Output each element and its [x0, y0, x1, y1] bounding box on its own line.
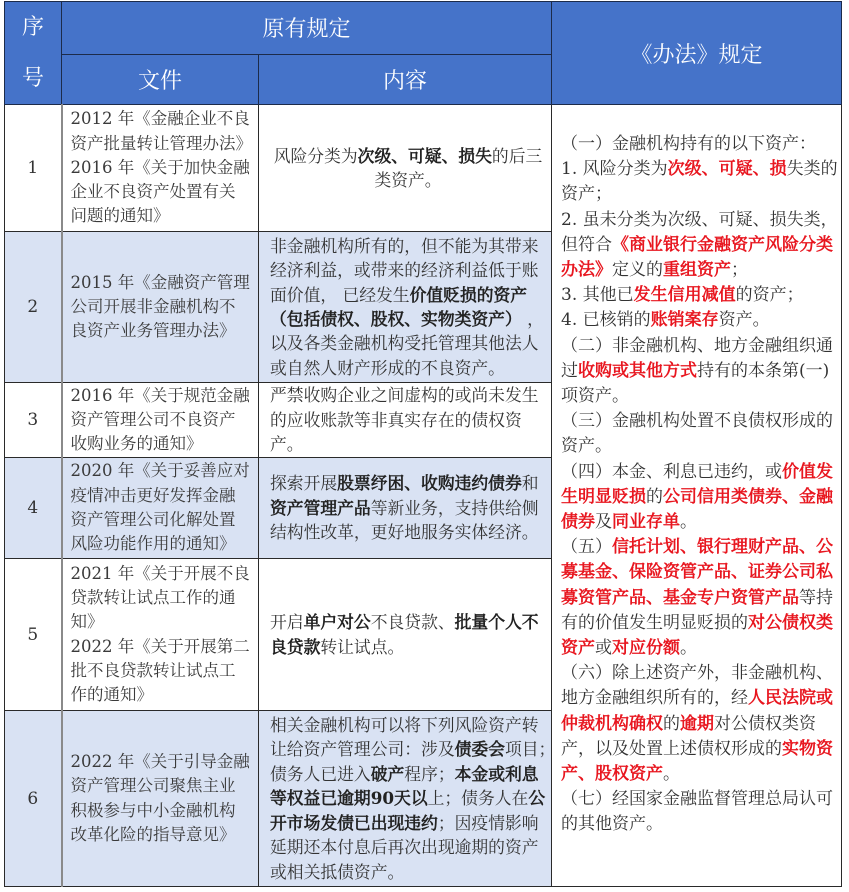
text-segment: 等新业务，支持供给侧: [370, 497, 539, 518]
text-line: [270, 383, 545, 407]
bold-emphasis-text: 次级、可疑、损失: [357, 145, 492, 166]
text-segment: 相关金融机构可以将下列风险资产转: [270, 715, 539, 736]
text-segment: 。: [680, 638, 698, 659]
red-emphasis-text: 同业存单: [612, 512, 681, 533]
text-line: [270, 258, 545, 282]
text-segment: 3. 其他已: [561, 285, 634, 306]
text-segment: 结构性改革，更好地服务实体经济。: [270, 522, 539, 543]
text-segment: 失类的: [786, 159, 838, 180]
text-line: [561, 359, 835, 384]
text-line: [267, 168, 549, 192]
red-emphasis-text: 实物资: [782, 738, 834, 759]
text-segment: 有的价值发生明显贬损的: [561, 612, 749, 633]
text-line: [561, 812, 835, 837]
text-line: [71, 659, 255, 683]
red-emphasis-text: 账销案存: [650, 310, 719, 331]
text-segment: 改革化险的指导意见》: [70, 824, 236, 844]
row-number: 5: [5, 559, 62, 711]
source-document: [62, 711, 259, 887]
red-emphasis-text: 资产: [561, 638, 596, 659]
text-segment: 项目；: [504, 739, 556, 760]
text-line: [561, 283, 835, 308]
text-line: [270, 307, 545, 331]
text-line: [71, 774, 255, 798]
text-segment: 的应收账款等非真实存在的债权资: [270, 409, 522, 430]
text-segment: 项资产。: [561, 386, 630, 407]
source-document: [62, 458, 259, 559]
text-segment: 2015 年《金融资产管理: [70, 272, 250, 292]
header-original-provisions: 原有规定: [62, 2, 552, 55]
text-segment: 程序；: [404, 763, 455, 784]
text-line: [71, 750, 255, 774]
text-line: [270, 762, 545, 786]
text-line: [71, 180, 255, 204]
red-emphasis-text: 信托计划、银行理财产品、公: [612, 537, 834, 558]
text-line: [561, 409, 835, 434]
bold-emphasis-text: 资产管理产品: [270, 497, 371, 518]
text-line: [270, 356, 545, 380]
text-line: [71, 384, 255, 408]
text-line: [561, 334, 835, 359]
text-line: [270, 283, 545, 307]
text-segment: 等持: [799, 587, 834, 608]
text-segment: 1. 风险分类为: [561, 159, 668, 180]
text-line: [561, 686, 835, 711]
text-line: [561, 737, 835, 762]
text-line: [270, 635, 545, 659]
red-emphasis-text: 生明显贬损: [561, 486, 647, 507]
bold-emphasis-text: （包括债权、股权、实物类资产）: [270, 309, 522, 329]
text-segment: 和: [521, 473, 539, 494]
bold-emphasis-text: 批量个人不: [454, 612, 539, 633]
text-line: [71, 586, 255, 610]
provisions-comparison-table: [4, 1, 842, 887]
text-segment: 4. 已核销的: [561, 310, 651, 331]
text-line: [270, 331, 545, 355]
text-line: [270, 520, 545, 544]
row-number: 2: [5, 232, 62, 383]
text-line: [561, 636, 835, 661]
red-emphasis-text: 收购或其他方式: [578, 360, 698, 381]
text-segment: 知》: [70, 612, 104, 632]
text-segment: 类资产。: [374, 170, 442, 190]
header-measures-provisions: 《办法》规定: [552, 2, 842, 105]
bold-emphasis-text: 公: [528, 788, 546, 809]
source-document: [62, 383, 259, 458]
bold-emphasis-text: 开市场发债已出现违约: [270, 812, 438, 833]
text-segment: 资产；: [561, 184, 613, 205]
text-segment: 资产批量转让管理办法》: [70, 133, 252, 153]
bold-emphasis-text: 单户对公: [303, 612, 371, 633]
text-segment: 积极参与中小金融机构: [70, 800, 236, 820]
text-segment: 转让试点。: [320, 636, 405, 657]
red-emphasis-text: 重组资产: [663, 260, 732, 281]
bold-emphasis-text: 本金或利息: [454, 763, 539, 784]
red-emphasis-text: 募资管产品、基金专户资管产品: [561, 587, 800, 608]
red-emphasis-text: 逾期: [680, 713, 715, 734]
text-line: [561, 485, 835, 510]
text-segment: （四）本金、利息已违约，或: [561, 461, 783, 482]
text-segment: 2022 年《关于开展第二: [70, 636, 250, 656]
text-line: [561, 560, 835, 585]
text-segment: 上；债务人在: [427, 788, 529, 809]
text-segment: ；因疫情影响: [437, 812, 539, 833]
text-segment: 非金融机构所有的，但不能为其带来: [270, 235, 539, 256]
row-number: 6: [5, 711, 62, 887]
text-segment: 产，以及处置上述债权形成的: [561, 738, 783, 759]
source-document: [62, 232, 259, 383]
text-line: [71, 508, 255, 532]
original-content: [259, 232, 552, 383]
row-number: 3: [5, 383, 62, 458]
red-emphasis-text: 办法》: [561, 260, 613, 281]
text-segment: 收购业务的通知》: [70, 434, 203, 454]
red-emphasis-text: 债券: [561, 512, 596, 533]
text-line: [71, 156, 255, 180]
red-emphasis-text: 仲裁机构确权: [561, 713, 664, 734]
red-emphasis-text: 价值发: [782, 461, 834, 482]
red-emphasis-text: 对公债权类: [748, 612, 834, 633]
original-content: [259, 559, 552, 711]
text-line: [71, 408, 255, 432]
original-content: [259, 383, 552, 458]
header-row-top: [5, 2, 842, 55]
text-segment: 经济利益，或带来的经济利益低于账: [270, 260, 539, 281]
text-line: [71, 107, 255, 131]
text-segment: ；: [731, 260, 749, 281]
text-line: [561, 434, 835, 459]
red-emphasis-text: 募基金、保险资管产品、证券公司私: [561, 562, 834, 583]
text-line: [270, 496, 545, 520]
text-segment: ，: [521, 309, 544, 329]
text-line: [71, 562, 255, 586]
text-line: [561, 384, 835, 409]
text-line: [71, 799, 255, 823]
text-segment: 债务人已进入: [270, 763, 371, 784]
text-line: [561, 510, 835, 535]
text-line: [270, 234, 545, 258]
text-segment: 资产管理公司化解处置: [70, 510, 236, 529]
text-segment: 2. 虽未分类为次级、可疑、损失类，: [561, 209, 838, 230]
text-line: [270, 737, 556, 761]
text-line: [270, 408, 545, 432]
text-segment: 良资产业务管理办法》: [70, 321, 236, 341]
text-line: [561, 233, 835, 258]
text-line: [561, 308, 835, 333]
text-segment: 或自然人财产形成的不良资产。: [270, 357, 505, 378]
text-segment: 批不良贷款转让试点工: [70, 660, 236, 680]
red-emphasis-text: 公司信用类债券、金融: [663, 486, 834, 507]
text-segment: 2020 年《关于妥善应对: [70, 461, 250, 481]
text-line: [561, 535, 835, 560]
text-segment: 。: [680, 512, 698, 533]
text-line: [71, 459, 255, 483]
row-number: 4: [5, 458, 62, 559]
text-segment: 或相关抵债资产。: [270, 861, 405, 882]
header-seq-char-2: 号: [21, 66, 44, 91]
text-segment: 探索开展: [270, 473, 338, 494]
text-segment: 及: [595, 512, 613, 533]
text-line: [71, 295, 255, 319]
original-content: [259, 105, 552, 232]
text-line: [71, 610, 255, 634]
text-line: [270, 835, 545, 859]
text-segment: （六）除上述资产外，非金融机构、: [561, 663, 834, 684]
text-segment: 或: [595, 638, 613, 659]
text-line: [71, 484, 255, 508]
text-segment: 但符合: [561, 234, 613, 255]
text-line: [71, 204, 255, 228]
text-segment: 风险分类为: [273, 145, 358, 166]
text-line: [270, 860, 545, 884]
source-document: [62, 105, 259, 232]
text-segment: 风险功能作用的通知》: [70, 534, 236, 554]
text-segment: 问题的通知》: [70, 206, 170, 226]
text-line: [71, 271, 255, 295]
text-segment: 2021 年《关于开展不良: [70, 563, 250, 583]
text-line: [270, 432, 545, 456]
text-line: [71, 823, 255, 847]
text-segment: 面价值， 已经发生: [270, 284, 410, 305]
text-line: [270, 713, 545, 737]
bold-emphasis-text: 债委会: [454, 739, 505, 760]
text-line: [561, 132, 835, 157]
source-document: [62, 559, 259, 711]
text-segment: 2022 年《关于引导金融: [70, 751, 250, 771]
text-segment: 持有的本条第(一): [697, 360, 830, 381]
table-row: [5, 105, 842, 232]
text-line: [270, 610, 545, 634]
bold-emphasis-text: 价值贬损的资产: [409, 284, 528, 305]
text-segment: 对公债权类资: [714, 713, 817, 734]
text-segment: 资产。: [561, 436, 613, 457]
text-line: [270, 471, 545, 495]
red-emphasis-text: 产、股权资产: [561, 764, 664, 785]
text-line: [561, 611, 835, 636]
header-content: 内容: [259, 54, 552, 105]
text-segment: 2012 年《金融企业不良: [70, 109, 250, 129]
text-segment: 延期还本付息后再次出现逾期的资产: [270, 837, 539, 858]
text-segment: 以及各类金融机构受托管理其他法人: [270, 333, 539, 354]
measures-provisions: [552, 105, 842, 887]
table-body: [5, 105, 842, 887]
text-line: [71, 635, 255, 659]
text-segment: 2016 年《关于加快金融: [70, 157, 250, 177]
text-segment: 不良贷款、: [370, 612, 455, 633]
header-seq-char-1: 序: [21, 15, 44, 40]
text-segment: （三）金融机构处置不良债权形成的: [561, 411, 834, 432]
text-line: [561, 661, 835, 686]
red-emphasis-text: 发生信用减值: [633, 285, 736, 306]
bold-emphasis-text: 良贷款: [270, 636, 321, 657]
text-segment: 严禁收购企业之间虚构的或尚未发生: [270, 385, 539, 406]
text-line: [561, 208, 838, 233]
text-segment: 疫情冲击更好发挥金融: [70, 485, 236, 505]
text-segment: 让给资产管理公司：涉及: [270, 739, 455, 760]
red-emphasis-text: 人民法院或: [748, 688, 834, 709]
text-line: [561, 460, 835, 485]
text-segment: 作的通知》: [70, 685, 153, 705]
text-line: [561, 258, 835, 283]
text-line: [267, 144, 549, 168]
text-line: [561, 586, 835, 611]
text-segment: 开启: [270, 612, 304, 633]
text-segment: （二）非金融机构、地方金融组织通: [561, 335, 834, 356]
text-segment: （五）: [561, 537, 613, 558]
red-emphasis-text: 次级、可疑、损: [667, 159, 787, 180]
text-line: [561, 157, 838, 182]
red-emphasis-text: 《商业银行金融资产风险分类: [612, 234, 834, 255]
text-segment: 过: [561, 360, 579, 381]
text-line: [71, 683, 255, 707]
text-segment: 。: [663, 764, 681, 785]
text-segment: 定义的: [612, 260, 664, 281]
original-content: [259, 458, 552, 559]
header-document: 文件: [62, 54, 259, 105]
text-segment: 贷款转让试点工作的通: [70, 587, 236, 607]
text-segment: 的: [663, 713, 681, 734]
text-segment: 产。: [270, 434, 304, 455]
text-segment: 企业不良资产处置有关: [70, 182, 236, 202]
text-line: [561, 712, 835, 737]
text-segment: 的: [646, 486, 664, 507]
table-header: [5, 2, 842, 105]
text-segment: 的资产；: [735, 285, 804, 306]
text-segment: 公司开展非金融机构不: [70, 296, 236, 316]
text-segment: 资产。: [718, 310, 770, 331]
red-emphasis-text: 对应份额: [612, 638, 681, 659]
text-segment: 资产管理公司聚焦主业: [70, 776, 236, 796]
text-segment: 地方金融组织所有的，经: [561, 688, 749, 709]
text-segment: （七）经国家金融监督管理总局认可: [561, 789, 834, 810]
text-segment: 2016 年《关于规范金融: [70, 385, 250, 405]
bold-emphasis-text: 股票纾困、收购违约债券: [337, 473, 522, 494]
row-number: 1: [5, 105, 62, 232]
original-content: [259, 711, 556, 887]
text-segment: 资产管理公司不良资产: [70, 409, 236, 429]
text-line: [561, 182, 835, 207]
text-line: [561, 762, 835, 787]
bold-emphasis-text: 等权益已逾期90天以: [270, 788, 428, 809]
text-line: [561, 787, 835, 812]
text-line: [270, 811, 545, 835]
text-segment: 的后三: [491, 145, 543, 166]
header-seq-number: [5, 2, 62, 105]
text-line: [71, 532, 255, 556]
text-line: [270, 786, 545, 810]
bold-emphasis-text: 破产: [370, 763, 405, 784]
text-line: [71, 132, 255, 156]
text-line: [71, 319, 255, 343]
text-segment: （一）金融机构持有的以下资产：: [561, 134, 817, 154]
text-segment: 的其他资产。: [561, 814, 664, 835]
text-line: [71, 432, 255, 456]
